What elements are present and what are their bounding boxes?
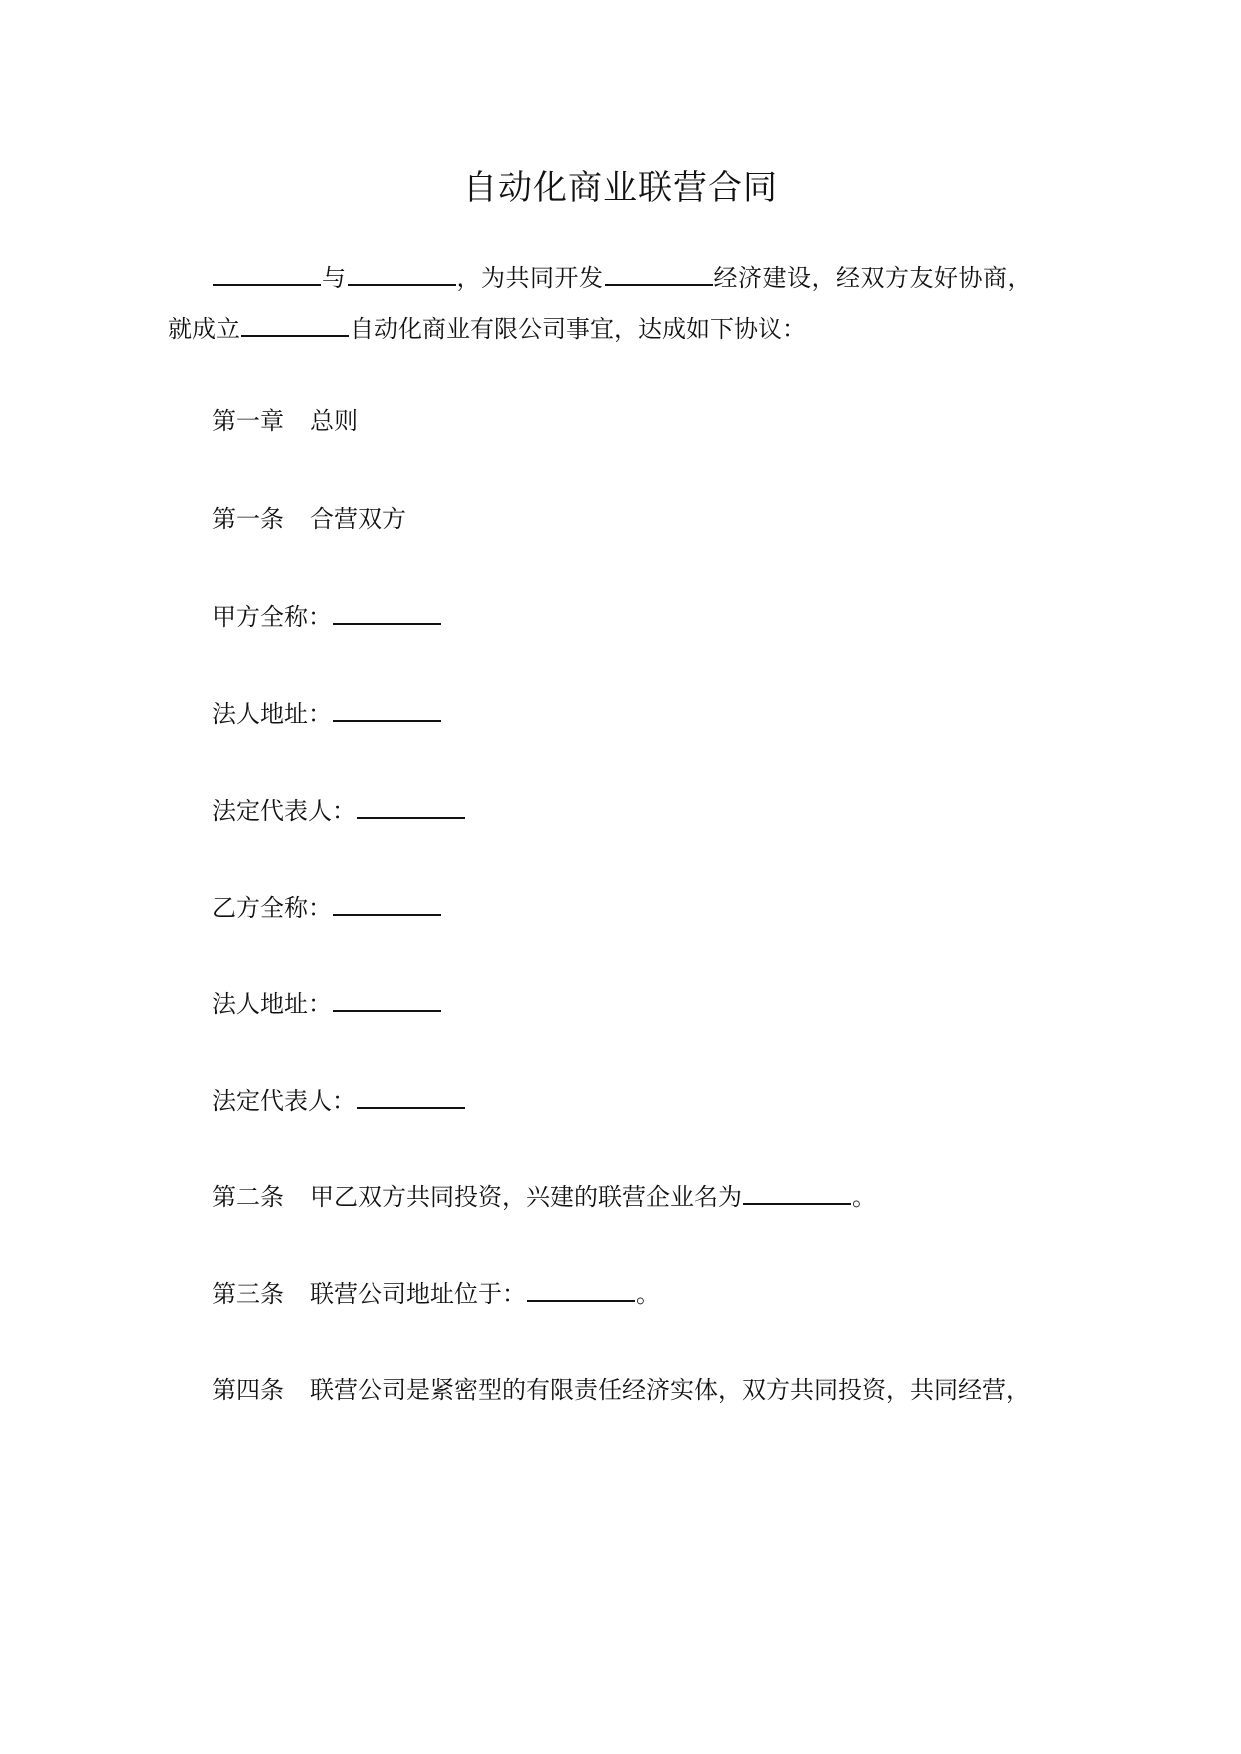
chapter-number: 第一章 [212, 407, 284, 435]
field-label: 法定代表人： [212, 1087, 356, 1115]
document-title: 自动化商业联营合同 [463, 168, 778, 208]
article-number: 第一条 [212, 505, 284, 533]
article-text: 。 [852, 1183, 876, 1211]
article-4 [212, 1375, 1030, 1405]
article-text: 甲乙双方共同投资，兴建的联营企业名为 [310, 1183, 742, 1211]
blank-region[interactable] [605, 262, 713, 286]
party-b-address-row [212, 988, 442, 1019]
blank-venture-name[interactable] [743, 1181, 851, 1205]
blank-party-b[interactable] [348, 262, 456, 286]
intro-text: 自动化商业有限公司事宜，达成如下协议： [350, 315, 806, 343]
field-label: 法人地址： [212, 990, 332, 1018]
article-1-heading [212, 504, 406, 534]
blank-company-prefix[interactable] [241, 313, 349, 337]
intro-line-2 [168, 313, 806, 344]
blank-party-b-address[interactable] [333, 988, 441, 1012]
blank-party-b-name[interactable] [333, 892, 441, 916]
article-name: 合营双方 [310, 505, 406, 533]
field-label: 乙方全称： [212, 894, 332, 922]
blank-party-a-rep[interactable] [357, 795, 465, 819]
article-2 [212, 1181, 876, 1212]
party-a-rep-row [212, 795, 466, 826]
intro-text: 就成立 [168, 315, 240, 343]
article-3 [212, 1278, 660, 1309]
chapter-heading [212, 406, 358, 436]
chapter-name: 总则 [310, 407, 358, 435]
blank-party-a[interactable] [213, 262, 321, 286]
intro-line-1 [212, 262, 1032, 293]
blank-venture-address[interactable] [527, 1278, 635, 1302]
article-text: 联营公司是紧密型的有限责任经济实体，双方共同投资，共同经营， [310, 1376, 1030, 1404]
blank-party-a-address[interactable] [333, 698, 441, 722]
party-b-name-row [212, 892, 442, 923]
blank-party-a-name[interactable] [333, 601, 441, 625]
article-number: 第二条 [212, 1183, 284, 1211]
intro-text: 与 [322, 264, 347, 292]
party-a-name-row [212, 601, 442, 632]
article-text: 联营公司地址位于： [310, 1280, 526, 1308]
field-label: 法人地址： [212, 700, 332, 728]
article-text: 。 [636, 1280, 660, 1308]
intro-text: ，为共同开发 [456, 264, 604, 292]
article-number: 第四条 [212, 1376, 284, 1404]
party-b-rep-row [212, 1085, 466, 1116]
field-label: 法定代表人： [212, 797, 356, 825]
intro-text: 经济建设，经双方友好协商， [713, 264, 1032, 292]
party-a-address-row [212, 698, 442, 729]
field-label: 甲方全称： [212, 603, 332, 631]
blank-party-b-rep[interactable] [357, 1085, 465, 1109]
article-number: 第三条 [212, 1280, 284, 1308]
